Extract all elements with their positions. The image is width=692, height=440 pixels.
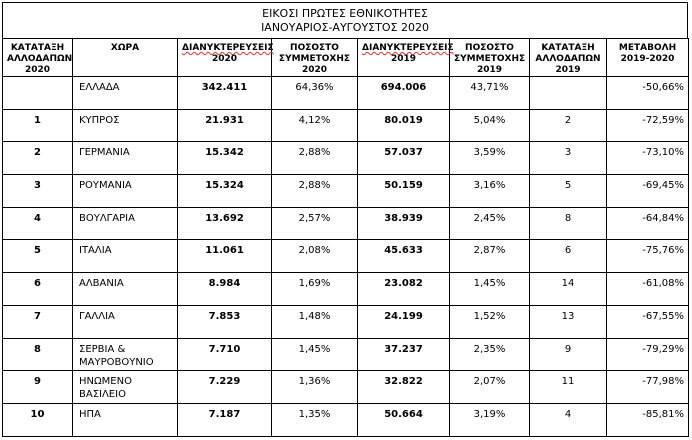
cell-country: ΙΤΑΛΙΑ [73, 240, 178, 273]
cell-change: -79,29% [607, 338, 689, 371]
title-line-2: ΙΑΝΟΥΑΡΙΟΣ-ΑΥΓΟΥΣΤΟΣ 2020 [261, 21, 429, 34]
cell-share-2019: 2,07% [450, 371, 530, 404]
header-share-2020: ΠΟΣΟΣΤΟ ΣΥΜΜΕΤΟΧΗΣ 2020 [272, 39, 358, 77]
cell-country: ΓΕΡΜΑΝΙΑ [73, 142, 178, 175]
cell-rank-2019: 6 [530, 240, 607, 273]
cell-country: ΗΝΩΜΕΝΟ ΒΑΣΙΛΕΙΟ [73, 371, 178, 404]
cell-stays-2019: 38.939 [358, 207, 450, 240]
table-row [3, 240, 689, 273]
cell-country: ΓΑΛΛΙΑ [73, 305, 178, 338]
cell-stays-2020: 8.984 [178, 273, 272, 306]
cell-share-2020: 1,45% [272, 338, 358, 371]
table-title [2, 2, 688, 39]
cell-stays-2019: 37.237 [358, 338, 450, 371]
cell-stays-2019: 50.664 [358, 403, 450, 436]
cell-stays-2020: 7.187 [178, 403, 272, 436]
cell-rank-2019: 13 [530, 305, 607, 338]
cell-stays-2019: 50.159 [358, 175, 450, 208]
cell-rank-2020: 6 [3, 273, 73, 306]
cell-change: -85,81% [607, 403, 689, 436]
cell-share-2019: 3,59% [450, 142, 530, 175]
cell-country: ΚΥΠΡΟΣ [73, 109, 178, 142]
cell-rank-2020: 10 [3, 403, 73, 436]
cell-rank-2020: 8 [3, 338, 73, 371]
cell-share-2020: 1,69% [272, 273, 358, 306]
header-rank-2020: ΚΑΤΑΤΑΞΗ ΑΛΛΟΔΑΠΩΝ 2020 [3, 39, 73, 77]
cell-country: ΗΠΑ [73, 403, 178, 436]
cell-share-2020: 1,35% [272, 403, 358, 436]
table-row [3, 77, 689, 110]
cell-stays-2020: 11.061 [178, 240, 272, 273]
cell-share-2019: 3,19% [450, 403, 530, 436]
cell-stays-2019: 23.082 [358, 273, 450, 306]
cell-stays-2020: 7.710 [178, 338, 272, 371]
cell-share-2019: 2,45% [450, 207, 530, 240]
cell-country: ΕΛΛΑΔΑ [73, 77, 178, 110]
cell-share-2020: 64,36% [272, 77, 358, 110]
cell-share-2019: 2,87% [450, 240, 530, 273]
cell-rank-2019: 8 [530, 207, 607, 240]
cell-share-2019: 1,52% [450, 305, 530, 338]
table-row [3, 371, 689, 404]
cell-share-2020: 4,12% [272, 109, 358, 142]
cell-stays-2019: 694.006 [358, 77, 450, 110]
nationalities-table [2, 38, 689, 437]
cell-change: -77,98% [607, 371, 689, 404]
table-row [3, 175, 689, 208]
cell-rank-2019: 9 [530, 338, 607, 371]
cell-stays-2019: 45.633 [358, 240, 450, 273]
cell-change: -67,55% [607, 305, 689, 338]
title-line-1: ΕΙΚΟΣΙ ΠΡΩΤΕΣ ΕΘΝΙΚΟΤΗΤΕΣ [262, 7, 428, 20]
table-row [3, 273, 689, 306]
cell-stays-2019: 80.019 [358, 109, 450, 142]
header-row [3, 39, 689, 77]
cell-rank-2020: 4 [3, 207, 73, 240]
cell-rank-2020: 3 [3, 175, 73, 208]
cell-stays-2019: 24.199 [358, 305, 450, 338]
cell-stays-2019: 57.037 [358, 142, 450, 175]
cell-change: -64,84% [607, 207, 689, 240]
cell-change: -61,08% [607, 273, 689, 306]
cell-rank-2020: 9 [3, 371, 73, 404]
cell-country: ΣΕΡΒΙΑ & ΜΑΥΡΟΒΟΥΝΙΟ [73, 338, 178, 371]
cell-stays-2020: 342.411 [178, 77, 272, 110]
cell-rank-2019 [530, 77, 607, 110]
cell-share-2019: 2,35% [450, 338, 530, 371]
cell-rank-2020: 1 [3, 109, 73, 142]
table-row [3, 109, 689, 142]
cell-change: -69,45% [607, 175, 689, 208]
cell-rank-2019: 11 [530, 371, 607, 404]
cell-share-2019: 43,71% [450, 77, 530, 110]
cell-change: -73,10% [607, 142, 689, 175]
cell-stays-2019: 32.822 [358, 371, 450, 404]
table-row [3, 142, 689, 175]
cell-change: -50,66% [607, 77, 689, 110]
table-row [3, 403, 689, 436]
cell-country: ΒΟΥΛΓΑΡΙΑ [73, 207, 178, 240]
cell-change: -75,76% [607, 240, 689, 273]
header-share-2019: ΠΟΣΟΣΤΟ ΣΥΜΜΕΤΟΧΗΣ 2019 [450, 39, 530, 77]
header-rank-2019: ΚΑΤΑΤΑΞΗ ΑΛΛΟΔΑΠΩΝ 2019 [530, 39, 607, 77]
header-change: ΜΕΤΑΒΟΛΗ 2019-2020 [607, 39, 689, 77]
cell-rank-2019: 4 [530, 403, 607, 436]
cell-country: ΡΟΥΜΑΝΙΑ [73, 175, 178, 208]
header-country: ΧΩΡΑ [73, 39, 178, 77]
cell-stays-2020: 13.692 [178, 207, 272, 240]
cell-share-2019: 1,45% [450, 273, 530, 306]
table-row [3, 305, 689, 338]
header-stays-2020: ΔΙΑΝΥΚΤΕΡΕΥΣΕΙΣ 2020 [178, 39, 272, 77]
table-row [3, 338, 689, 371]
table-row [3, 207, 689, 240]
cell-rank-2020: 2 [3, 142, 73, 175]
cell-rank-2020: 7 [3, 305, 73, 338]
cell-rank-2019: 3 [530, 142, 607, 175]
cell-share-2020: 2,57% [272, 207, 358, 240]
header-stays-2019: ΔΙΑΝΥΚΤΕΡΕΥΣΕΙΣ 2019 [358, 39, 450, 77]
table-body [3, 77, 689, 437]
cell-country: ΑΛΒΑΝΙΑ [73, 273, 178, 306]
cell-rank-2019: 5 [530, 175, 607, 208]
cell-stays-2020: 15.324 [178, 175, 272, 208]
cell-share-2019: 5,04% [450, 109, 530, 142]
cell-share-2020: 2,88% [272, 142, 358, 175]
cell-rank-2019: 14 [530, 273, 607, 306]
cell-rank-2020 [3, 77, 73, 110]
cell-share-2020: 2,08% [272, 240, 358, 273]
cell-rank-2019: 2 [530, 109, 607, 142]
cell-rank-2020: 5 [3, 240, 73, 273]
cell-stays-2020: 15.342 [178, 142, 272, 175]
cell-stays-2020: 21.931 [178, 109, 272, 142]
cell-share-2020: 1,48% [272, 305, 358, 338]
cell-change: -72,59% [607, 109, 689, 142]
cell-stays-2020: 7.853 [178, 305, 272, 338]
cell-share-2020: 1,36% [272, 371, 358, 404]
cell-stays-2020: 7.229 [178, 371, 272, 404]
cell-share-2020: 2,88% [272, 175, 358, 208]
cell-share-2019: 3,16% [450, 175, 530, 208]
